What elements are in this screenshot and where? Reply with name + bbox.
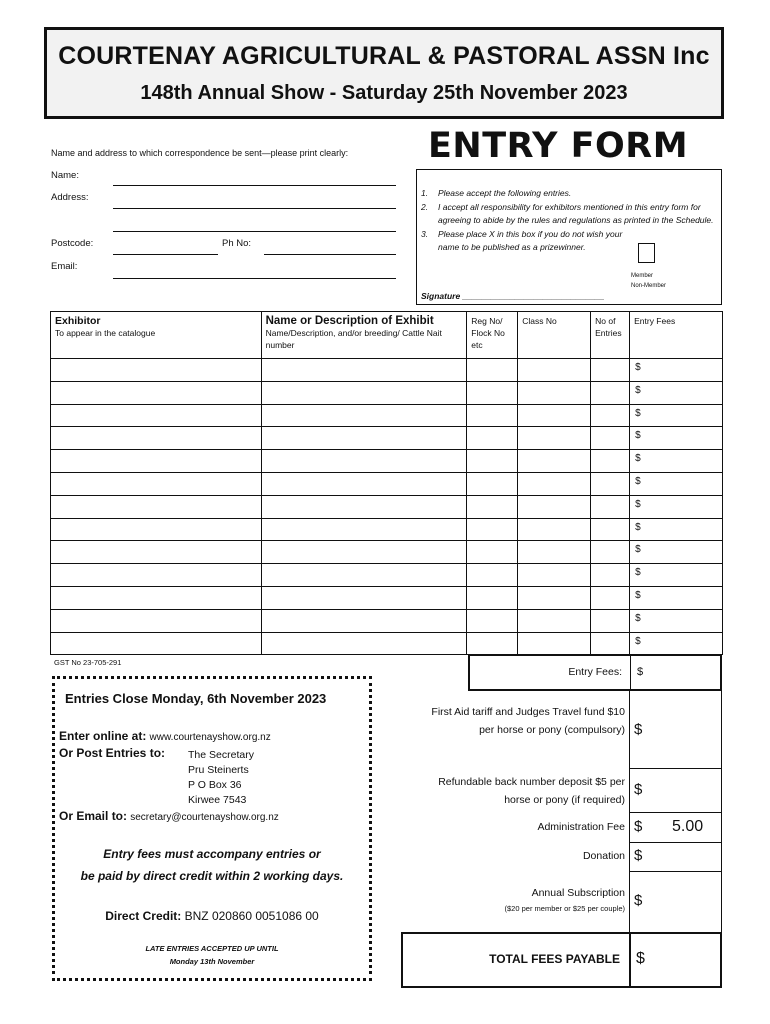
online-url-link[interactable]: www.courtenayshow.org.nz [149, 732, 271, 743]
description-cell[interactable] [261, 586, 467, 609]
non-member-label: Non-Member [631, 283, 667, 289]
email-entry-line: Or Email to: secretary@courtenayshow.org.nz [59, 809, 279, 823]
col-reg: Reg No/ Flock No etc [467, 312, 518, 359]
entries-cell[interactable] [591, 586, 630, 609]
late-entries-line-1: LATE ENTRIES ACCEPTED UP UNTIL [145, 944, 279, 953]
class-cell[interactable] [518, 381, 591, 404]
phone-label: Ph No: [222, 238, 252, 249]
class-cell[interactable] [518, 359, 591, 382]
description-cell[interactable] [261, 450, 467, 473]
class-cell[interactable] [518, 404, 591, 427]
description-cell[interactable] [261, 472, 467, 495]
admin-fee-dollar: $ [634, 818, 643, 835]
exhibitor-cell[interactable] [51, 609, 262, 632]
col-fees: Entry Fees [630, 312, 723, 359]
table-row [51, 541, 723, 564]
entries-cell[interactable] [591, 359, 630, 382]
gst-number: GST No 23-705-291 [54, 658, 122, 667]
table-row [51, 564, 723, 587]
online-entry-line: Enter online at: www.courtenayshow.org.nz [59, 729, 271, 743]
reg-cell[interactable] [467, 450, 518, 473]
class-cell[interactable] [518, 586, 591, 609]
postal-address: The Secretary Pru Steinerts P O Box 36 Kirwee 7543 [188, 749, 254, 806]
col-description: Name or Description of Exhibit Name/Description, and/or breeding/ Cattle Nait number [261, 312, 467, 359]
description-cell[interactable] [261, 541, 467, 564]
fee-cell[interactable]: $ [630, 472, 723, 495]
entries-cell[interactable] [591, 632, 630, 655]
reg-cell[interactable] [467, 427, 518, 450]
exhibitor-cell[interactable] [51, 359, 262, 382]
terms-box [416, 169, 722, 305]
total-fees-box [401, 932, 722, 988]
class-cell[interactable] [518, 564, 591, 587]
exhibitor-cell[interactable] [51, 472, 262, 495]
late-entries-line-2: Monday 13th November [169, 957, 255, 966]
fee-cell[interactable]: $ [630, 609, 723, 632]
description-cell[interactable] [261, 381, 467, 404]
class-cell[interactable] [518, 472, 591, 495]
fee-cell[interactable]: $ [630, 427, 723, 450]
info-box [52, 676, 372, 981]
description-cell[interactable] [261, 632, 467, 655]
reg-cell[interactable] [467, 472, 518, 495]
class-cell[interactable] [518, 518, 591, 541]
table-row [51, 404, 723, 427]
reg-cell[interactable] [467, 564, 518, 587]
exhibitor-cell[interactable] [51, 495, 262, 518]
entries-cell[interactable] [591, 427, 630, 450]
class-cell[interactable] [518, 495, 591, 518]
entries-cell[interactable] [591, 450, 630, 473]
phone-field[interactable] [264, 254, 396, 255]
entry-fees-total-box [468, 654, 722, 691]
exhibitor-cell[interactable] [51, 450, 262, 473]
reg-cell[interactable] [467, 541, 518, 564]
table-row [51, 359, 723, 382]
description-cell[interactable] [261, 564, 467, 587]
email-field[interactable] [113, 278, 396, 279]
fee-cell[interactable]: $ [630, 450, 723, 473]
exhibitor-cell[interactable] [51, 404, 262, 427]
prizewinner-optout-checkbox[interactable] [638, 243, 655, 263]
description-cell[interactable] [261, 359, 467, 382]
description-cell[interactable] [261, 495, 467, 518]
fee-cell[interactable]: $ [630, 518, 723, 541]
email-label: Email: [51, 261, 78, 272]
entries-cell[interactable] [591, 518, 630, 541]
table-row [51, 609, 723, 632]
class-cell[interactable] [518, 541, 591, 564]
admin-fee-label: Administration Fee [537, 821, 625, 833]
total-fees-dollar: $ [636, 950, 645, 967]
address-field-line-1[interactable] [113, 208, 396, 209]
reg-cell[interactable] [467, 609, 518, 632]
address-field-line-2[interactable] [113, 231, 396, 232]
entry-fees-label: Entry Fees: [568, 666, 622, 678]
post-label: Or Post Entries to: [59, 746, 166, 760]
table-header-row [51, 312, 723, 359]
table-row [51, 518, 723, 541]
entries-cell[interactable] [591, 404, 630, 427]
subscription-label: Annual Subscription [531, 887, 625, 899]
first-aid-label: First Aid tariff and Judges Travel fund $10 per horse or pony (compulsory) [431, 706, 625, 736]
table-row [51, 381, 723, 404]
reg-cell[interactable] [467, 632, 518, 655]
table-row [51, 450, 723, 473]
donation-dollar: $ [634, 847, 643, 864]
direct-credit-line: Direct Credit: BNZ 020860 0051086 00 [105, 909, 319, 923]
name-field[interactable] [113, 185, 396, 186]
entry-form-title: ENTRY FORM [428, 126, 689, 166]
col-exhibitor: Exhibitor To appear in the catalogue [51, 312, 262, 359]
org-title: COURTENAY AGRICULTURAL & PASTORAL ASSN Inc [58, 42, 710, 70]
term-item: 2. I accept all responsibility for exhibitors mentioned in this entry form for agreeing to abide by the rules and regulations as printed in the Schedule. [421, 201, 714, 225]
term-item: 3. Please place X in this box if you do not wish your name to be published as a prizewinner. [421, 228, 623, 252]
exhibitor-cell[interactable] [51, 586, 262, 609]
table-row [51, 472, 723, 495]
address-label: Address: [51, 192, 89, 203]
description-cell[interactable] [261, 427, 467, 450]
exhibitor-cell[interactable] [51, 632, 262, 655]
back-number-dollar: $ [634, 781, 643, 798]
fees-note-line-1: Entry fees must accompany entries or [103, 847, 321, 861]
reg-cell[interactable] [467, 404, 518, 427]
entries-close-title: Entries Close Monday, 6th November 2023 [65, 691, 327, 706]
table-row [51, 586, 723, 609]
correspondence-intro: Name and address to which correspondence be sent—please print clearly: [51, 148, 349, 158]
class-cell[interactable] [518, 427, 591, 450]
col-class: Class No [518, 312, 591, 359]
member-label: Member [631, 273, 654, 279]
entries-cell[interactable] [591, 381, 630, 404]
table-row [51, 632, 723, 655]
email-link[interactable]: secretary@courtenayshow.org.nz [130, 812, 279, 823]
reg-cell[interactable] [467, 359, 518, 382]
fee-cell[interactable]: $ [630, 586, 723, 609]
entries-cell[interactable] [591, 541, 630, 564]
fee-cell[interactable]: $ [630, 404, 723, 427]
reg-cell[interactable] [467, 495, 518, 518]
exhibitor-cell[interactable] [51, 541, 262, 564]
term-item: 1. Please accept the following entries. [421, 188, 572, 198]
entries-table [50, 311, 723, 655]
class-cell[interactable] [518, 450, 591, 473]
admin-fee-value: 5.00 [672, 818, 704, 835]
donation-label: Donation [582, 850, 625, 862]
name-label: Name: [51, 170, 79, 181]
fee-cell[interactable]: $ [630, 359, 723, 382]
reg-cell[interactable] [467, 518, 518, 541]
col-entries: No of Entries [591, 312, 630, 359]
class-cell[interactable] [518, 632, 591, 655]
exhibitor-cell[interactable] [51, 381, 262, 404]
description-cell[interactable] [261, 404, 467, 427]
fee-cell[interactable]: $ [630, 564, 723, 587]
description-cell[interactable] [261, 518, 467, 541]
signature-field[interactable]: Signature ______________________________ [421, 291, 605, 301]
class-cell[interactable] [518, 609, 591, 632]
entry-fees-dollar: $ [637, 666, 644, 678]
subscription-dollar: $ [634, 892, 643, 909]
header-banner [44, 27, 724, 119]
entries-cell[interactable] [591, 495, 630, 518]
fee-cell[interactable]: $ [630, 495, 723, 518]
entries-cell[interactable] [591, 472, 630, 495]
postcode-field[interactable] [113, 254, 218, 255]
table-row [51, 495, 723, 518]
reg-cell[interactable] [467, 586, 518, 609]
reg-cell[interactable] [467, 381, 518, 404]
fee-cell[interactable]: $ [630, 381, 723, 404]
first-aid-dollar: $ [634, 721, 643, 738]
fees-note-line-2: be paid by direct credit within 2 working days. [80, 869, 344, 883]
exhibitor-cell[interactable] [51, 564, 262, 587]
show-subtitle: 148th Annual Show - Saturday 25th November 2023 [140, 82, 628, 104]
exhibitor-cell[interactable] [51, 518, 262, 541]
total-fees-label: TOTAL FEES PAYABLE [489, 952, 620, 966]
entries-cell[interactable] [591, 564, 630, 587]
back-number-label: Refundable back number deposit $5 per horse or pony (if required) [438, 776, 625, 806]
subscription-sub: ($20 per member or $25 per couple) [504, 904, 625, 913]
postcode-label: Postcode: [51, 238, 94, 249]
entries-cell[interactable] [591, 609, 630, 632]
exhibitor-cell[interactable] [51, 427, 262, 450]
fee-cell[interactable]: $ [630, 632, 723, 655]
description-cell[interactable] [261, 609, 467, 632]
table-row [51, 427, 723, 450]
fee-cell[interactable]: $ [630, 541, 723, 564]
